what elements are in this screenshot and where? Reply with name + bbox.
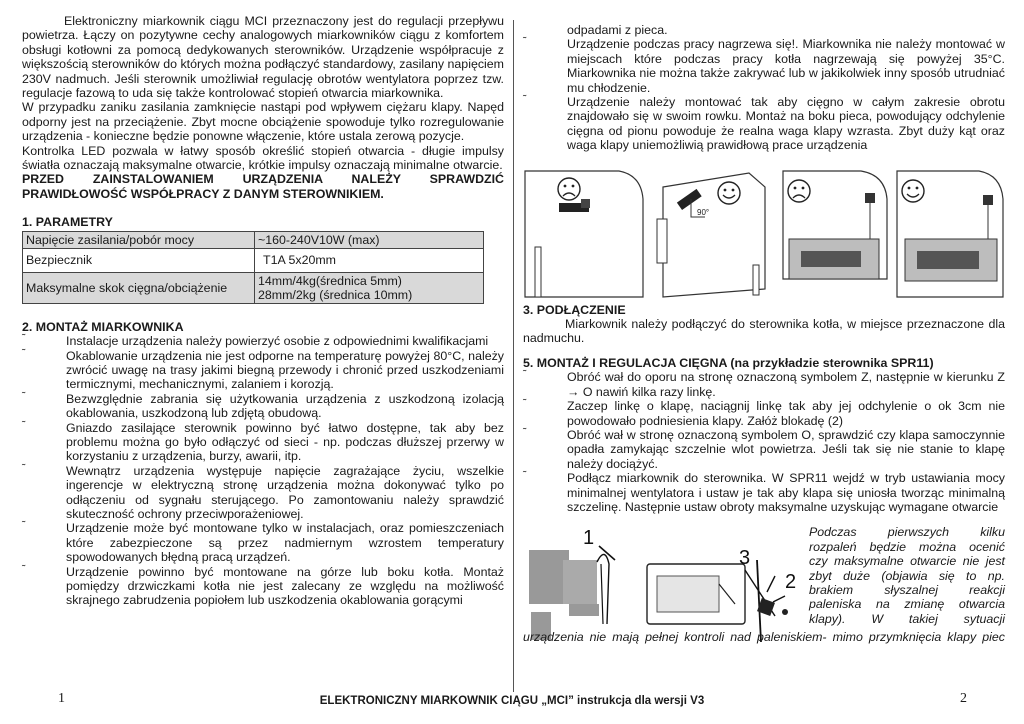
- list-item: ˜ Urządzenie należy montować tak aby cięgno w całym zakresie obrotu znajdowało się w swoim rowku. Montaż na boku pieca, powodujący odchylenie cięgna od pionu powoduje że realna waga klapy wzrasta. Zbyt duży kąt oraz waga klapy uniemożliwią prawidłową prace urządzenia: [523, 94, 1005, 153]
- bullet-icon: ˜: [22, 462, 26, 474]
- list-item: ˜ Obróć wał w stronę oznaczoną symbolem O, sprawdzić czy klapa samoczynnie opadła zamykając szczelnie wlot powietrza. Jeśli tak się nie stanie to klapę należy dociążyć.: [523, 426, 1005, 471]
- list-item: ˜ Zaczep linkę o klapę, naciągnij linkę tak aby jej odchylenie o ok 3cm nie powodowało podniesienia klapy. Załóż blokadę (2): [523, 398, 1005, 428]
- boiler-controller-sad-illustration: [781, 169, 891, 303]
- section-regulation-title: 5. MONTAŻ I REGULACJA CIĘGNA (na przykładzie sterownika SPR11): [523, 355, 934, 370]
- table-cell: T1A 5x20mm: [255, 248, 484, 272]
- note-text: [809, 525, 1005, 626]
- figure-label-1: 1: [583, 527, 595, 550]
- list-item: ˜ Wewnątrz urządzenia występuje napięcie zagrażające życiu, wszelkie ingerencje w elektryczną stronę urządzenia można dokonywać tylko po odłączeniu od sygnału sterującego. Po zamontowaniu należy sprawdzić skuteczność ochrony przeciwporażeniowej.: [22, 462, 504, 521]
- bullet-icon: ˜: [22, 563, 26, 575]
- list-item: ˜ Bezwzględnie zabrania się użytkowania urządzenia z uszkodzoną izolacją okablowania, uszkodzoną lub zdjętą obudową.: [22, 390, 504, 421]
- note-line: czy maksymalne otwarcie nie jest: [809, 554, 1005, 569]
- warning-line-2: PRAWIDŁOWOŚĆ WSPÓŁPRACY Z DANYM STEROWNIKIEM.: [22, 186, 384, 201]
- note-line: Podczas pierwszych kilku: [809, 525, 1005, 540]
- mounting-list-continued: [523, 37, 1005, 152]
- list-item: ˜ Urządzenie może być montowane tylko w instalacjach, oraz pomieszczeniach które zabezpieczone są przez nadmiernym wzrostem temperatury spowodowanych błędną pracą urządzeń.: [22, 520, 504, 565]
- bullet-icon: ˜: [523, 94, 527, 106]
- list-item: ˜ Obróć wał do oporu na stronę oznaczoną symbolem Z, następnie w kierunku Z → O nawiń kilka razy linkę.: [523, 369, 1005, 399]
- table-cell-line: 14mm/4kg(średnica 5mm): [258, 273, 402, 288]
- list-item: ˜ Podłącz miarkownik do sterownika. W SPR11 wejdź w tryb ustawiania mocy minimalnej wentylatora i ustaw je tak aby klapa się uniosła tworząc minimalną szczelinę. Następnie ustaw obroty maksymalne uzyskując wymagane otwarcie: [523, 470, 1005, 514]
- note-line: klapy). W takiej sytuacji: [809, 611, 1005, 626]
- table-cell: Maksymalne skok cięgna/obciążenie: [23, 272, 255, 303]
- angle-label: 90°: [697, 207, 710, 217]
- bullet-icon: ˜: [523, 426, 527, 438]
- table-cell: ~160-240V10W (max): [255, 231, 484, 248]
- connection-text: Miarkownik należy podłączyć do sterownika kotła, w miejsce przeznaczone dla nadmuchu.: [523, 317, 1005, 346]
- page-number-left: 1: [58, 691, 65, 706]
- mounting-illustrations: [523, 169, 1005, 303]
- bullet-icon: ˜: [22, 347, 26, 359]
- list-item: ˜ Gniazdo zasilające sterownik powinno być łatwo dostępne, tak aby bez problemu można go było odłączyć od sieci - np. podczas dłuższej przerwy w korzystaniu z urządzenia, burzy, awarii, itp.: [22, 419, 504, 464]
- note-last-line: urządzenia nie mają pełnej kontroli nad paleniskiem- mimo przymknięcia klapy piec: [523, 630, 1005, 645]
- warning-line-1: PRZED ZAINSTALOWANIEM URZĄDZENIA NALEŻY SPRAWDZIĆ: [22, 172, 504, 187]
- section-mounting-title: 2. MONTAŻ MIARKOWNIKA: [22, 319, 184, 334]
- regulation-figure-area: [523, 524, 1005, 646]
- note-line: paleniska na zmianę otwarcia: [809, 597, 1005, 612]
- bullet-icon: ˜: [22, 333, 26, 345]
- page-number-right: 2: [960, 691, 967, 706]
- power-loss-paragraph: W przypadku zaniku zasilania zamknięcie nastąpi pod wpływem ciężaru klapy. Napęd odporny jest na przeciążenie. Zbyt mocne obciążenie spowoduje tylko rozregulowanie urządzenia - konieczne będzie ponowne włączenie, które ustala zerową pozycje.: [22, 100, 504, 144]
- column-divider: [513, 20, 514, 692]
- figure-label-3: 3: [739, 547, 751, 570]
- bullet-icon: ˜: [523, 398, 527, 410]
- bullet-icon: ˜: [22, 520, 26, 532]
- table-cell: [255, 272, 484, 303]
- section-connection-title: 3. PODŁĄCZENIE: [523, 302, 626, 317]
- bullet-icon: ˜: [523, 369, 527, 381]
- regulation-steps: [523, 370, 1005, 514]
- cable-mounting-illustration: [523, 524, 805, 646]
- bullet-icon: ˜: [22, 419, 26, 431]
- right-column: [523, 23, 1005, 646]
- note-line: zbyt duże (objawia się to np.: [809, 568, 1005, 583]
- continued-text: odpadami z pieca.: [567, 23, 668, 37]
- note-line: brakiem słyszalnej reakcji: [809, 582, 1005, 597]
- table-cell-line: 28mm/2kg (średnica 10mm): [258, 287, 413, 302]
- led-paragraph: Kontrolka LED pozwala w łatwy sposób określić stopień otwarcia - długie impulsy światła oznaczają maksymalne otwarcie, krótkie impulsy oznaczają minimalne otwarcie.: [22, 143, 504, 173]
- boiler-front-sad-illustration: [523, 169, 647, 303]
- bullet-icon: ˜: [523, 36, 527, 48]
- bullet-icon: ˜: [22, 390, 26, 402]
- figure-label-2: 2: [785, 571, 797, 594]
- mounting-list: [22, 334, 504, 608]
- intro-paragraph: Elektroniczny miarkownik ciągu MCI przeznaczony jest do regulacji przepływu powietrza. Łączy on pozytywne cechy analogowych miarkowników ciągu z komfortem obsługi kotłowni za pomocą dedykowanych sterowników. Urządzenie współpracuje z większością sterowników do których można podłączyć standardowy, zasilany napięciem 230V nadmuch. Jeśli sterownik umożliwiał regulację obrotów wentylatora poprzez tzw. regulacje fazową to uda się także kontrolować stopień otwarcia miarkownika.: [22, 14, 504, 101]
- table-cell: Napięcie zasilania/pobór mocy: [23, 231, 255, 248]
- table-row: [23, 272, 484, 303]
- table-cell: Bezpiecznik: [23, 248, 255, 272]
- bullet-icon: ˜: [523, 470, 527, 482]
- section-parameters-title: 1. PARAMETRY: [22, 215, 113, 230]
- table-row: [23, 231, 484, 248]
- list-item: ˜ Urządzenie powinno być montowane na górze lub boku kotła. Montaż pomiędzy drzwiczkami kotła nie jest zalecany ze względu na możliwość skrajnego zabrudzenia popiołem lub uszkodzenia okablowania gorącymi: [22, 563, 504, 608]
- page-footer: [0, 692, 1024, 712]
- table-row: [23, 248, 484, 272]
- list-item: ˜ Instalacje urządzenia należy powierzyć osobie z odpowiednimi kwalifikacjami: [22, 333, 489, 349]
- left-column: [22, 14, 504, 608]
- boiler-side-happy-illustration: [653, 169, 773, 303]
- footer-title: ELEKTRONICZNY MIARKOWNIK CIĄGU „MCI” instrukcja dla wersji V3: [319, 695, 705, 707]
- note-line: rozpaleń będzie można ocenić: [809, 539, 1005, 554]
- parameters-table: [22, 231, 484, 304]
- list-item: ˜ Urządzenie podczas pracy nagrzewa się!. Miarkownika nie należy montować w miejscach które podczas pracy kotła nagrzewają się powyżej 35°C. Miarkownika nie można także zakrywać lub w jakikolwiek inny sposób utrudniać mu chłodzenie.: [523, 36, 1005, 95]
- list-item: ˜ Okablowanie urządzenia nie jest odporne na temperaturę powyżej 80°C, należy zwrócić uwagę na trasy jakimi biegną przewody i chronić przed uszkodzeniami termicznymi, mechanicznymi, zalaniem i korozją.: [22, 347, 504, 392]
- boiler-controller-happy-illustration: [895, 169, 1007, 303]
